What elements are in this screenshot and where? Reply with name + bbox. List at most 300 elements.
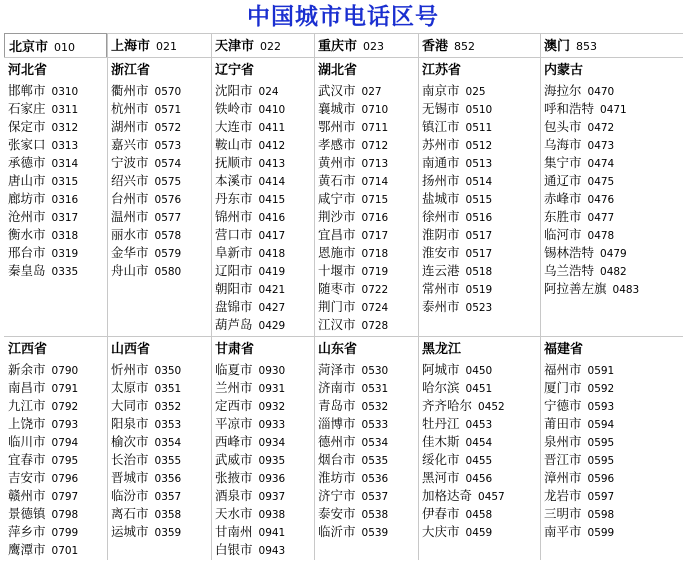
city-area-code: 0482 <box>600 266 627 278</box>
province-column <box>4 60 107 279</box>
city-row <box>211 279 314 297</box>
city-name: 舟山市 <box>111 263 149 278</box>
province-name: 河北省 <box>8 63 48 78</box>
city-row <box>540 360 683 378</box>
city-row <box>540 99 683 117</box>
city-area-code: 0710 <box>361 104 389 116</box>
province-name: 山西省 <box>111 342 151 357</box>
province-column <box>418 339 540 540</box>
city-row <box>107 396 211 414</box>
city-row <box>418 297 540 315</box>
city-row <box>107 117 211 135</box>
area-code: 853 <box>576 40 598 53</box>
city-name: 乌海市 <box>544 137 582 152</box>
city-area-code: 0714 <box>361 176 389 188</box>
city-area-code: 0591 <box>587 365 615 377</box>
city-name: 济南市 <box>318 380 356 395</box>
city-area-code: 0722 <box>361 284 389 296</box>
city-row <box>418 522 540 540</box>
city-row <box>314 117 418 135</box>
city-name: 兰州市 <box>215 380 253 395</box>
city-row <box>211 243 314 261</box>
city-area-code: 0932 <box>258 401 286 413</box>
city-name: 酒泉市 <box>215 488 253 503</box>
city-row <box>540 522 683 540</box>
city-name: 鞍山市 <box>215 137 253 152</box>
city-name: 葫芦岛 <box>215 317 253 332</box>
city-area-code: 027 <box>361 86 382 98</box>
city-area-code: 0577 <box>154 212 182 224</box>
city-row <box>107 153 211 171</box>
city-area-code: 0478 <box>587 230 615 242</box>
city-area-code: 0453 <box>465 419 493 431</box>
city-area-code: 0335 <box>51 266 79 278</box>
city-name: 淮坊市 <box>318 470 356 485</box>
city-area-code: 0458 <box>465 509 493 521</box>
city-area-code: 0313 <box>51 140 79 152</box>
area-code: 852 <box>454 40 476 53</box>
city-row <box>107 468 211 486</box>
city-name: 榆次市 <box>111 434 149 449</box>
city-name: 孝感市 <box>318 137 356 152</box>
city-row <box>107 225 211 243</box>
city-name: 菏泽市 <box>318 362 356 377</box>
city-name: 朝阳市 <box>215 281 253 296</box>
city-area-code: 0512 <box>465 140 493 152</box>
city-row <box>211 522 314 540</box>
province-column <box>540 60 683 297</box>
city-row <box>107 432 211 450</box>
city-area-code: 0511 <box>465 122 493 134</box>
city-name: 集宁市 <box>544 155 582 170</box>
city-area-code: 0355 <box>154 455 182 467</box>
city-row <box>314 315 418 333</box>
city-row <box>314 279 418 297</box>
city-name: 荆门市 <box>318 299 356 314</box>
city-name: 湖州市 <box>111 119 149 134</box>
city-row <box>314 360 418 378</box>
city-row <box>540 189 683 207</box>
city-row <box>211 486 314 504</box>
city-name: 张家口 <box>8 137 46 152</box>
city-row <box>211 468 314 486</box>
city-name: 邯郸市 <box>8 83 46 98</box>
city-name: 南平市 <box>544 524 582 539</box>
area-code: 021 <box>156 40 178 53</box>
city-area-code: 0519 <box>465 284 493 296</box>
city-name: 营口市 <box>215 227 253 242</box>
city-area-code: 0539 <box>361 527 389 539</box>
city-name: 宜昌市 <box>318 227 356 242</box>
city-name: 包头市 <box>544 119 582 134</box>
province-name: 江苏省 <box>422 63 462 78</box>
city-row <box>314 225 418 243</box>
city-row <box>540 504 683 522</box>
city-row <box>418 225 540 243</box>
city-area-code: 0515 <box>465 194 493 206</box>
municipality-header-cell <box>211 33 314 57</box>
municipality-name: 澳门 <box>544 39 571 54</box>
province-column <box>211 339 314 558</box>
city-area-code: 0457 <box>478 491 505 503</box>
city-name: 襄城市 <box>318 101 356 116</box>
city-area-code: 0476 <box>587 194 615 206</box>
city-area-code: 0595 <box>587 437 615 449</box>
city-area-code: 0535 <box>361 455 389 467</box>
city-row <box>418 378 540 396</box>
city-name: 白银市 <box>215 542 253 557</box>
city-name: 定西市 <box>215 398 253 413</box>
city-name: 扬州市 <box>422 173 460 188</box>
city-area-code: 0412 <box>258 140 286 152</box>
city-row <box>418 504 540 522</box>
city-row <box>418 396 540 414</box>
city-name: 加格达奇 <box>422 488 473 503</box>
city-area-code: 0931 <box>258 383 286 395</box>
city-name: 丽水市 <box>111 227 149 242</box>
city-row <box>211 81 314 99</box>
city-row <box>4 486 107 504</box>
city-name: 锦州市 <box>215 209 253 224</box>
city-row <box>107 171 211 189</box>
city-row <box>314 243 418 261</box>
city-name: 西峰市 <box>215 434 253 449</box>
city-area-code: 0354 <box>154 437 182 449</box>
province-name: 湖北省 <box>318 63 358 78</box>
city-name: 运城市 <box>111 524 149 539</box>
city-name: 石家庄 <box>8 101 46 116</box>
city-row <box>4 171 107 189</box>
city-row <box>314 432 418 450</box>
province-name: 黑龙江 <box>422 342 462 357</box>
city-row <box>418 486 540 504</box>
city-name: 阿城市 <box>422 362 460 377</box>
city-row <box>4 360 107 378</box>
city-row <box>107 261 211 279</box>
city-row <box>418 171 540 189</box>
city-area-code: 0533 <box>361 419 389 431</box>
city-area-code: 0594 <box>587 419 615 431</box>
city-row <box>418 189 540 207</box>
municipality-header-cell <box>107 33 211 57</box>
city-row <box>314 135 418 153</box>
city-area-code: 0934 <box>258 437 286 449</box>
city-name: 离石市 <box>111 506 149 521</box>
city-row <box>4 207 107 225</box>
city-name: 徐州市 <box>422 209 460 224</box>
city-area-code: 0793 <box>51 419 79 431</box>
city-name: 铁岭市 <box>215 101 253 116</box>
city-row <box>107 99 211 117</box>
city-area-code: 0429 <box>258 320 286 332</box>
city-row <box>4 243 107 261</box>
city-name: 长治市 <box>111 452 149 467</box>
province-column <box>107 60 211 279</box>
city-name: 黄州市 <box>318 155 356 170</box>
city-row <box>4 81 107 99</box>
city-row <box>211 171 314 189</box>
city-area-code: 0359 <box>154 527 182 539</box>
city-row <box>314 504 418 522</box>
area-code: 010 <box>54 41 76 54</box>
city-row <box>4 468 107 486</box>
city-row <box>540 279 683 297</box>
city-area-code: 0572 <box>154 122 182 134</box>
city-area-code: 0411 <box>258 122 286 134</box>
city-name: 邢台市 <box>8 245 46 260</box>
city-area-code: 0534 <box>361 437 389 449</box>
city-row <box>540 81 683 99</box>
city-row <box>540 261 683 279</box>
city-area-code: 0794 <box>51 437 79 449</box>
city-area-code: 0941 <box>258 527 286 539</box>
city-name: 上饶市 <box>8 416 46 431</box>
city-area-code: 0358 <box>154 509 182 521</box>
city-area-code: 0570 <box>154 86 182 98</box>
city-area-code: 0574 <box>154 158 182 170</box>
city-area-code: 0596 <box>587 473 615 485</box>
city-area-code: 0317 <box>51 212 79 224</box>
city-area-code: 0311 <box>51 104 79 116</box>
city-row <box>211 297 314 315</box>
city-area-code: 0711 <box>361 122 389 134</box>
city-name: 苏州市 <box>422 137 460 152</box>
city-row <box>418 360 540 378</box>
city-name: 绍兴市 <box>111 173 149 188</box>
city-row <box>107 450 211 468</box>
city-row <box>314 99 418 117</box>
city-name: 丹东市 <box>215 191 253 206</box>
city-name: 临汾市 <box>111 488 149 503</box>
city-area-code: 0416 <box>258 212 286 224</box>
city-area-code: 0717 <box>361 230 389 242</box>
city-name: 武威市 <box>215 452 253 467</box>
city-name: 九江市 <box>8 398 46 413</box>
city-name: 牡丹江 <box>422 416 460 431</box>
city-name: 黑河市 <box>422 470 460 485</box>
city-name: 宁波市 <box>111 155 149 170</box>
city-area-code: 0930 <box>258 365 286 377</box>
province-name: 甘肃省 <box>215 342 255 357</box>
city-area-code: 0415 <box>258 194 286 206</box>
city-row <box>418 261 540 279</box>
city-row <box>314 171 418 189</box>
city-row <box>314 396 418 414</box>
city-name: 厦门市 <box>544 380 582 395</box>
city-name: 吉安市 <box>8 470 46 485</box>
city-area-code: 0350 <box>154 365 182 377</box>
city-name: 台州市 <box>111 191 149 206</box>
city-row <box>314 261 418 279</box>
city-area-code: 0413 <box>258 158 286 170</box>
city-row <box>4 432 107 450</box>
city-area-code: 0575 <box>154 176 182 188</box>
municipality-name: 北京市 <box>9 40 49 55</box>
city-name: 大同市 <box>111 398 149 413</box>
city-area-code: 0796 <box>51 473 79 485</box>
row-divider <box>4 336 683 337</box>
city-name: 黄石市 <box>318 173 356 188</box>
city-area-code: 0938 <box>258 509 286 521</box>
city-row <box>211 117 314 135</box>
city-row <box>418 243 540 261</box>
city-area-code: 0483 <box>612 284 640 296</box>
province-column <box>418 60 540 315</box>
city-name: 沧州市 <box>8 209 46 224</box>
city-area-code: 0598 <box>587 509 615 521</box>
city-row <box>107 378 211 396</box>
city-row <box>4 504 107 522</box>
city-name: 江汉市 <box>318 317 356 332</box>
city-area-code: 0532 <box>361 401 389 413</box>
city-row <box>418 468 540 486</box>
city-area-code: 0356 <box>154 473 182 485</box>
city-name: 甘南州 <box>215 524 253 539</box>
city-row <box>540 243 683 261</box>
city-area-code: 0593 <box>587 401 615 413</box>
city-row <box>4 522 107 540</box>
city-row <box>4 450 107 468</box>
city-row <box>4 378 107 396</box>
city-area-code: 0573 <box>154 140 182 152</box>
city-name: 秦皇岛 <box>8 263 46 278</box>
city-area-code: 0514 <box>465 176 493 188</box>
city-name: 淮阴市 <box>422 227 460 242</box>
city-row <box>540 225 683 243</box>
city-name: 淄博市 <box>318 416 356 431</box>
province-name: 内蒙古 <box>544 63 584 78</box>
city-name: 临沂市 <box>318 524 356 539</box>
city-name: 恩施市 <box>318 245 356 260</box>
city-area-code: 0790 <box>51 365 79 377</box>
city-area-code: 0531 <box>361 383 389 395</box>
city-row <box>314 81 418 99</box>
city-name: 衡水市 <box>8 227 46 242</box>
municipality-header-cell <box>418 33 540 57</box>
city-row <box>211 414 314 432</box>
city-row <box>314 486 418 504</box>
city-area-code: 0724 <box>361 302 389 314</box>
city-row <box>540 486 683 504</box>
city-name: 忻州市 <box>111 362 149 377</box>
city-row <box>211 504 314 522</box>
city-name: 福州市 <box>544 362 582 377</box>
city-name: 乌兰浩特 <box>544 263 595 278</box>
city-area-code: 0538 <box>361 509 389 521</box>
city-row <box>211 396 314 414</box>
city-row <box>418 450 540 468</box>
city-area-code: 0728 <box>361 320 389 332</box>
city-area-code: 0518 <box>465 266 493 278</box>
city-name: 宜春市 <box>8 452 46 467</box>
city-name: 临河市 <box>544 227 582 242</box>
city-name: 泰州市 <box>422 299 460 314</box>
city-area-code: 0576 <box>154 194 182 206</box>
city-name: 保定市 <box>8 119 46 134</box>
city-row <box>314 522 418 540</box>
city-name: 盘锦市 <box>215 299 253 314</box>
city-area-code: 0470 <box>587 86 615 98</box>
city-row <box>314 207 418 225</box>
city-name: 绥化市 <box>422 452 460 467</box>
city-area-code: 0517 <box>465 248 493 260</box>
city-area-code: 0452 <box>478 401 505 413</box>
city-name: 十堰市 <box>318 263 356 278</box>
city-area-code: 0718 <box>361 248 389 260</box>
city-name: 沈阳市 <box>215 83 253 98</box>
city-area-code: 0713 <box>361 158 389 170</box>
city-area-code: 0418 <box>258 248 286 260</box>
city-row <box>418 135 540 153</box>
city-name: 连云港 <box>422 263 460 278</box>
city-name: 青岛市 <box>318 398 356 413</box>
city-row <box>314 189 418 207</box>
city-area-code: 0797 <box>51 491 79 503</box>
city-name: 盐城市 <box>422 191 460 206</box>
city-row <box>107 504 211 522</box>
city-name: 廊坊市 <box>8 191 46 206</box>
city-area-code: 0599 <box>587 527 615 539</box>
city-row <box>4 396 107 414</box>
city-area-code: 0795 <box>51 455 79 467</box>
city-area-code: 0450 <box>465 365 493 377</box>
municipality-header-cell <box>314 33 418 57</box>
province-column <box>540 339 683 540</box>
city-area-code: 0513 <box>465 158 493 170</box>
city-row <box>107 207 211 225</box>
city-name: 烟台市 <box>318 452 356 467</box>
city-area-code: 0510 <box>465 104 493 116</box>
city-name: 南昌市 <box>8 380 46 395</box>
city-name: 鄂州市 <box>318 119 356 134</box>
city-row <box>4 225 107 243</box>
city-name: 宁德市 <box>544 398 582 413</box>
city-area-code: 0595 <box>587 455 615 467</box>
city-name: 莆田市 <box>544 416 582 431</box>
city-row <box>418 153 540 171</box>
city-row <box>418 432 540 450</box>
city-row <box>418 81 540 99</box>
city-row <box>107 360 211 378</box>
city-area-code: 0451 <box>465 383 493 395</box>
city-row <box>540 207 683 225</box>
city-name: 佳木斯 <box>422 434 460 449</box>
city-area-code: 0571 <box>154 104 182 116</box>
city-row <box>314 450 418 468</box>
city-row <box>314 468 418 486</box>
city-area-code: 0410 <box>258 104 286 116</box>
city-name: 平凉市 <box>215 416 253 431</box>
city-row <box>107 486 211 504</box>
province-column <box>107 339 211 540</box>
province-name: 江西省 <box>8 342 48 357</box>
city-name: 萍乡市 <box>8 524 46 539</box>
city-area-code: 0414 <box>258 176 286 188</box>
city-area-code: 0537 <box>361 491 389 503</box>
city-area-code: 0516 <box>465 212 493 224</box>
city-name: 赤峰市 <box>544 191 582 206</box>
city-row <box>4 135 107 153</box>
city-area-code: 0316 <box>51 194 79 206</box>
province-name: 山东省 <box>318 342 358 357</box>
city-area-code: 0592 <box>587 383 615 395</box>
city-row <box>418 117 540 135</box>
city-row <box>540 117 683 135</box>
city-name: 伊春市 <box>422 506 460 521</box>
city-row <box>211 261 314 279</box>
municipality-name: 天津市 <box>215 39 255 54</box>
city-area-code: 0427 <box>258 302 286 314</box>
